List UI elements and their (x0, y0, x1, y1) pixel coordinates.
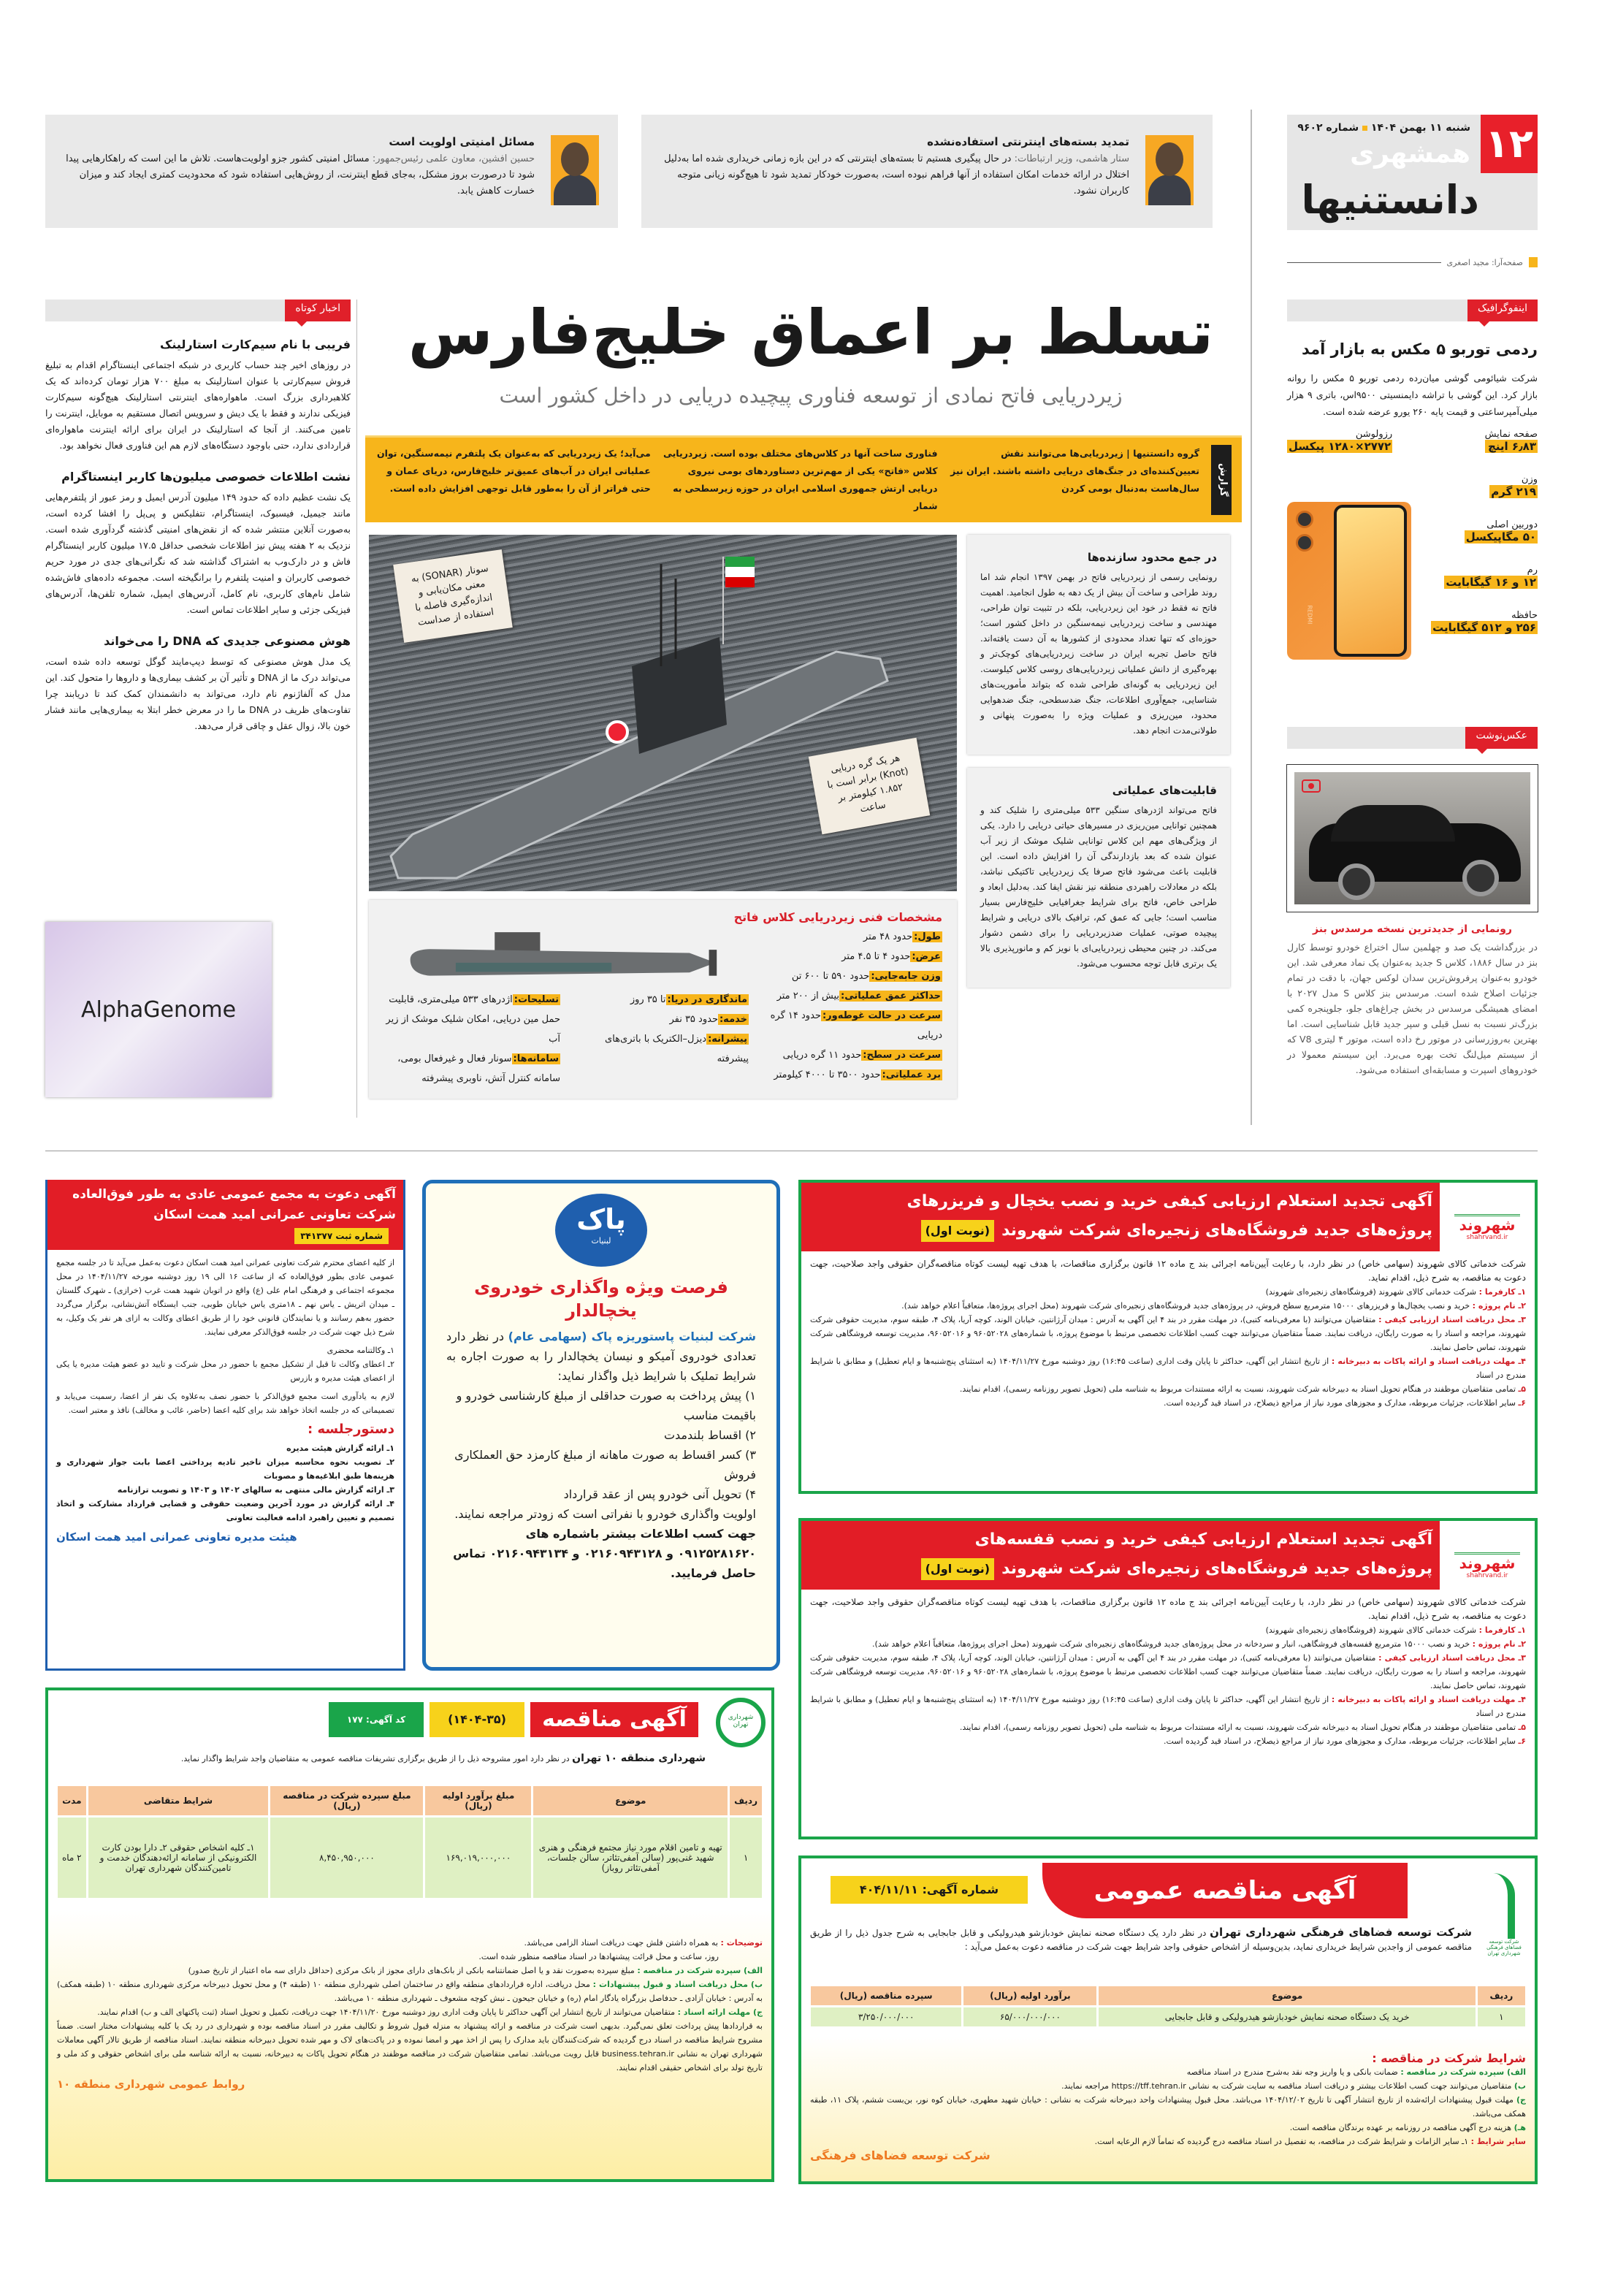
pak-title: فرصت ویژه واگذاری خودروی یخچالدار (474, 1277, 728, 1321)
page-number: ۱۲ (1481, 115, 1538, 173)
ad-intro: شرکت خدماتی کالای شهروند (سهامی خاص) در نظر دارد، با رعایت آیین‌نامه اجرائی بند ج ماده ۱۲ قانون برگزاری مناقصات، با هدف تهیه لیست کوتاه مناقصه‌گران حقوقی واجد صلاحیت، جهت دعوت به مناقصه، به شرح ذیل، اقدام نماید. (810, 1597, 1526, 1621)
pak-company: شرکت لبنیات پاستوریزه پاک (سهامی عام) (508, 1330, 756, 1343)
ad-title: آگهی مناقصه (530, 1702, 698, 1737)
submarine-photo (369, 535, 957, 891)
phone-brand: REDMI (1306, 605, 1313, 625)
cultural-tender-ad (798, 1856, 1538, 2184)
knot-note: هر یک گره دریایی (Knot) برابر است با ۱.۸۵۲ کیلومتر بر ساعت (809, 738, 930, 834)
shahrvand-ad-shelves (798, 1518, 1538, 1839)
spec-item: صفحه نمایش ۶٫۸۳ اینچ (1484, 429, 1538, 453)
bullet-icon (1529, 257, 1538, 267)
ad-clause: ب) متقاضیان می‌توانند جهت کسب اطلاعات بیشتر و دریافت اسناد مناقصه به سایت شرکت به نشانی https://tff.tehran.ir مراجعه نمایند. (1061, 2081, 1526, 2091)
main-subhead: زیردریایی فاتح نمادی از توسعه فناوری پیچیده دریایی در داخل کشور است (499, 384, 1123, 408)
ad-clause: الف) سپرده شرکت در مناقصه : ضمانت بانکی و یا واریز وجه نقد به‌شرح مندرج در اسناد مناقصه (1186, 2067, 1526, 2077)
camera-icon (1302, 779, 1321, 793)
article-sidebar (967, 535, 1230, 988)
ad-intro: شرکت توسعه فضاهای فرهنگی شهرداری تهران در نظر دارد یک دستگاه صحنه نمایش خودبازشو هیدرولیکی و قابل جابجایی به شرح جدول ذیل را از طریق مناقصه عمومی از واجدین شرایط خریداری نماید، بدین‌وسیله از اشخاص حقوقی واجد شرایط جهت شرکت در مناقصه دعوت به‌عمل می‌آید : (810, 1926, 1472, 1952)
ad-title: آگهی تجدید استعلام ارزیابی کیفی خرید و نصب قفسه‌های (974, 1530, 1432, 1549)
registration-number: شماره ثبت ۳۴۱۳۷۷ (294, 1228, 389, 1244)
ad-clause: الف) سپرده شرکت در مناقصه : مبلغ سپرده به‌صورت نقد و یا اصل ضمانتنامه بانکی از بانک‌های دارای مجوز از بانک مرکزی (حداقل دارای سه ماه اعتبار از تاریخ صدور) (188, 1966, 763, 1975)
column-divider (1251, 110, 1252, 1125)
ad-clause: ۵ـ تمامی متقاضیان موظفند در هنگام تحویل اسناد به دبیرخانه شرکت شهروند، نسبت به ارائه مستندات مربوط به شناسه ملی (تحویل تصویر روزنامه رسمی)، اقدام نمایند. (959, 1384, 1526, 1394)
spec-row: وزن جابه‌جایی:حدود ۵۹۰ تا ۶۰۰ تن (791, 971, 941, 982)
photo-story-text: در بزرگداشت یک صد و چهلمین سال اختراع خودرو توسط کارل بنز در سال ۱۸۸۶، کلاس S جدید به‌عنوان یک نماد معرفی شد. این خودرو به‌عنوان پرفروش‌ترین سدان لوکس جهان، با دقت در تمام جزئیات اصلاح شده است. مرسدس بنز کلاس S مدل ۲۰۲۷ با امضای همیشگی مرسدس در بخش چراغ‌های جلو، جلوپنجره کمی بزرگ‌تر نسبت به نسل قبلی و سپر جدید قابل شناسایی است. اما بهترین به‌روزرسانی در موتور رخ داده است، موتور ۴ لیتری V8 که از سیستم میل‌لنگ تخت بهره می‌برد. این سیستم معمولا در خودروهای اسپرت و مسابقه‌ای استفاده می‌شود. (1287, 942, 1538, 1075)
ad-notes: روز، ساعت و محل قرائت پیشنهادها در اسناد مناقصه منظور شده است. (478, 1952, 719, 1961)
infographic (1287, 300, 1538, 677)
lead-box (365, 435, 1242, 522)
news-title: نشت اطلاعات خصوصی میلیون‌ها کاربر اینستاگرام (61, 470, 351, 484)
ad-clause: ۲ـ نام پروژه : خرید و نصب ۱۵۰۰۰ مترمربع قفسه‌های فروشگاهی، انبار و سردخانه در محل پروژه‌های جدید فروشگاه‌های زنجیره‌ای شرکت شهروند (محل اجرای پروژه‌ها، متعاقباً اعلام خواهد شد). (872, 1639, 1526, 1649)
pak-item: ۳) کسر اقساط به صورت ماهانه از مبلغ کارمزد حق العملکاری فروش (454, 1448, 756, 1481)
spec-item: حافظه ۲۵۶ و ۵۱۲ گیگابایت (1432, 610, 1538, 634)
ad-badge: (نوبت اول) (921, 1220, 995, 1242)
agenda-item: ۴ـ ارائه گزارش در مورد آخرین وضعیت حقوقی و قضایی قرارداد مشارکت و اتخاذ تصمیم و تعیین راهبرد ادامه فعالیت تعاونی (56, 1499, 394, 1522)
quote-box (641, 115, 1213, 228)
tff-logo: شرکت توسعه فضاهای فرهنگی شهرداری تهران (1482, 1873, 1526, 1956)
ad-notes: توضیحات : به همراه داشتن فلش جهت دریافت اسناد الزامی می‌باشد. (524, 1938, 763, 1948)
tender-table: ردیف موضوع مبلغ برآورد اولیه (ریال) مبلغ سپرده شرکت در مناقصه (ریال) شرایط متقاضی مدت ۱ تهیه و تامین اقلام مورد نیاز مجتمع فرهنگی و هنری شهید غنی‌پور (سالن آمفی‌تئاتر، سالن جلسات، آمفی‌تئاتر روباز) ۱۶۹,۰۱۹,۰۰۰,۰۰۰ ۸,۴۵۰,۹۵۰,۰۰۰ ۱ـ کلیه اشخاص حقوقی ۲ـ دارا بودن کارت الکترونیکی از سامانه ارائه‌دهندگان خدمت و تامین‌کنندگان شهرداری تهران ۲ ماه (56, 1784, 764, 1900)
ad-title: آگهی تجدید استعلام ارزیابی کیفی خرید و نصب یخچال و فریزرهای (906, 1192, 1432, 1210)
spec-item: وزن ۲۱۹ گرم (1491, 474, 1538, 498)
shahrvand-logo: شهروند shahrvand.ir (1447, 1191, 1527, 1241)
photo-story (1287, 727, 1538, 1078)
ad-number: شماره آگهی: ۴۰۴/۱۱/۱۱ (831, 1876, 1028, 1904)
ad-clause: ۶ـ سایر اطلاعات، جزئیات مربوطه، مدارک و مجوزهای مورد نیاز از مراجع ذیصلاح، در اسناد قید گردیده است. (1164, 1398, 1526, 1408)
spec-row: سرعت در حالت غوطه‌ور:حدود ۱۴ گره دریایی (770, 1010, 942, 1041)
spec-row: حداکثر عمق عملیاتی:بیش از ۲۰۰ متر (776, 991, 941, 1002)
ad-signature: روابط عمومی شهرداری منطقه ۱۰ (57, 2078, 245, 2091)
quote-speaker: حسین افشین، معاون علمی رئیس‌جمهور: (372, 153, 535, 164)
ad-clause: ۱ـ کارفرما : شرکت خدماتی کالای شهروند (فروشگاه‌های زنجیره‌ای شهروند) (1265, 1287, 1526, 1297)
main-headline: تسلط بر اعماق خلیج‌فارس (408, 297, 1214, 368)
article-box-capabilities (967, 768, 1230, 988)
ad-badge: (نوبت اول) (921, 1558, 995, 1580)
infographic-text: شرکت شیائومی گوشی میان‌رده ردمی توربو ۵ مکس را روانه بازار کرد. این گوشی با تراشه دایمنسیتی ۹۵۰۰اس، باتری ۹ هزار میلی‌آمپرساعتی و قیمت پایه ۲۶۰ یورو عرضه شده است. (1287, 373, 1538, 417)
table-row: ۱ تهیه و تامین اقلام مورد نیاز مجتمع فرهنگی و هنری شهید غنی‌پور (سالن آمفی‌تئاتر، سالن جلسات، آمفی‌تئاتر روباز) ۱۶۹,۰۱۹,۰۰۰,۰۰۰ ۸,۴۵۰,۹۵۰,۰۰۰ ۱ـ کلیه اشخاص حقوقی ۲ـ دارا بودن کارت الکترونیکی از سامانه ارائه‌دهندگان خدمت و تامین‌کنندگان شهرداری تهران ۲ ماه (58, 1818, 762, 1898)
specs-title: مشخصات فنی زیردریایی کلاس فاتح (733, 910, 942, 924)
section-title: دانستنیها (1301, 177, 1479, 223)
ad-title: پروژه‌های جدید فروشگاه‌های زنجیره‌ای شرکت شهروند (1001, 1560, 1432, 1578)
ad-code: کد آگهی: ۱۷۷ (329, 1702, 424, 1737)
agenda-title: دستورجلسه : (308, 1422, 394, 1437)
photo-story-title: رونمایی از جدیدترین نسخه مرسدس بنز (1313, 923, 1512, 935)
spec-item: دوربین اصلی ۵۰ مگاپیکسل (1465, 519, 1538, 544)
pak-logo: پاک لبنیات (555, 1194, 647, 1267)
spec-row: پیشرانه:دیزل–الکتریک با باتری‌های پیشرفته (605, 1034, 749, 1064)
shahrvand-logo: شهروند shahrvand.ir (1447, 1530, 1527, 1579)
issue-number: شماره ۹۶۰۲ (1297, 122, 1359, 134)
ad-intro: شهرداری منطقه ۱۰ تهران در نظر دارد امور مشروحه ذیل را از طریق برگزاری تشریفات مناقصه عمومی به متقاضیان واجد شرایط واگذار نماید. (180, 1752, 706, 1764)
spec-row: عرض:حدود ۴ تا ۴.۵ متر (841, 951, 941, 962)
pak-item: ۱) پیش پرداخت به صورت حداقلی از مبلغ کارشناسی خودرو و باقیمت مناسب (456, 1389, 756, 1422)
spec-row: سرعت در سطح:حدود ۱۱ گره دریایی (782, 1050, 941, 1061)
box-title: در جمع محدود سازنده‌ها (1087, 551, 1217, 564)
ad-clause: ۱ـ وکالتنامه محضری (327, 1346, 394, 1355)
tehran-tender-ad (45, 1687, 774, 2182)
tender-table: ردیف موضوع برآورد اولیه (ریال) سپرده مناقصه (ریال) ۱ خرید یک دستگاه صحنه نمایش خودبازشو هیدرولیکی و قابل جابجایی ۶۵/۰۰۰/۰۰۰/۰۰۰ ۳/۲۵۰/۰۰۰/۰۰۰ (809, 1984, 1527, 2029)
quote-speaker: ستار هاشمی، وزیر ارتباطات: (1014, 153, 1129, 164)
lead-paragraph: فناوری ساخت آنها در کلاس‌های مختلف بوده است. زیردریایی کلاس «فاتح» یکی از مهم‌ترین دستاوردهای بومی نیروی دریایی ارتش جمهوری اسلامی ایران در حوزه زیرسطحی به شمار (663, 448, 938, 511)
phone-image (1287, 502, 1411, 660)
news-text: در روزهای اخیر چند حساب کاربری در شبکه اجتماعی اینستاگرام اقدام به تبلیغ فروش سیم‌کارتی با عنوان استارلینک به مبلغ ۷۰۰ هزار تومان کرده‌اند که یک کلاهبرداری بزرگ است. ماهواره‌های اینترنتی استارلینک هیچ‌گونه سیم‌کارت فیزیکی ندارند و فقط با یک دیش و سرویس اتصال مستقیم به موبایل، اینترنت را تامین می‌کنند. از آنجا که استارلینک در ایران برای ارائه اینترنت ماهواره‌ای قراردادی ندارد، حتی باوجود دستگاه‌های لازم هم این فناوری فعال نخواهد بود. (45, 359, 351, 451)
shahrvand-ad-fridges (798, 1180, 1538, 1494)
alphagenome-image (45, 922, 272, 1097)
infographic-tag: اینفوگرافیک (1467, 300, 1538, 321)
ad-intro: از کلیه اعضای محترم شرکت تعاونی عمرانی امید همت اسکان دعوت به‌عمل می‌آید تا در جلسه مجمع عمومی عادی بطور فوق‌العاده که از ساعت ۱۶ الی ۱۹ روز دوشنبه مورخه ۱۴۰۴/۱۱/۲۷ در محل مجموعه اجتماعی و فرهنگی امام علی (ع) واقع در اتوبان شهید همت غرب (خرازی) ـ شهرک گلستان ـ میدان اتریش ـ یاس نهم ـ ۱۸متری یاس خیابان طوبی، جنب ایستگاه آتش‌نشانی، برگزار می‌گردد حضور به‌هم رسانند و یا نمایندگان قانونی خود را از طریق اعطای وکالت به ازای هر نفر یک وکیل، به شرح ذیل جهت شرکت در جلسه فوق‌الذکر معرفی نمایند. (56, 1258, 394, 1337)
ad-clause: سایر شرایط : ۱ـ سایر الزامات و شرایط شرکت در مناقصه، به تفصیل در اسناد مناقصه درج گردیده که تماماً لازم الرعایه است. (1094, 2137, 1526, 2146)
pak-ad: پاک لبنیات فرصت ویژه واگذاری خودروی یخچالدار شرکت لبنیات پاستوریزه پاک (سهامی عام) در نظر دارد تعدادی خودروی آمیکو و نیسان یخچالدار را به صورت اجاره به شرایط تملیک با شرایط ذیل واگذار نماید: ۱) پیش پرداخت به صورت حداقلی از مبلغ کارشناسی خودرو و باقیمت مناسب ۲) اقساط بلندمدت ۳) کسر اقساط به صورت ماهانه از مبلغ کارمزد حق العملکاری فروش ۴) تحویل آنی خودرو پس از عقد قرارداد اولویت واگذاری خودرو با نفراتی است که زودتر مراجعه نمایند. جهت کسب اطلاعات بیشتر باشماره های ۰۹۱۲۵۲۸۱۶۲۰ و ۰۲۱۶۰۹۴۳۱۲۸ و ۰۲۱۶۰۹۴۳۱۳۴ تماس حاصل فرمایید. (422, 1180, 780, 1671)
ad-intro: شرکت خدماتی کالای شهروند (سهامی خاص) در نظر دارد، با رعایت آیین‌نامه اجرائی بند ج ماده ۱۲ قانون برگزاری مناقصات، با هدف تهیه لیست کوتاه مناقصه‌گران حقوقی واجد صلاحیت، جهت دعوت به مناقصه، به شرح ذیل، اقدام نماید. (810, 1259, 1526, 1283)
paper-name-logo: همشهری (1350, 139, 1470, 169)
short-news-column (45, 300, 351, 734)
news-text: یک نشت عظیم داده که حدود ۱۴۹ میلیون آدرس ایمیل و رمز عبور از پلتفرم‌هایی مانند جیمیل، فیسبوک، اینستاگرام، نتفلیکس و پی‌پل را افشا کرده است، به‌صورت آنلاین منتشر شده که از نقض‌های امنیتی گذشته گردآوری شده است. نزدیک به ۲ هفته پیش نیز اطلاعات شخصی حداقل ۱۷.۵ میلیون کاربر اینستاگرام فاش و در دارک‌وب به اشتراک گذاشته شد که نگرانی‌های جدی در مورد حریم خصوصی کاربران و امنیت پلتفرم را برانگیخته است. مجموعه داده‌های فاش‌شده شامل نام‌های کاربری، نام کامل، آدرس‌های ایمیل، شماره تلفن‌ها، آدرس‌های فیزیکی جزئی و سایر اطلاعات تماس است. (45, 492, 351, 615)
spec-item: رزولوشن ۲۷۷۲×۱۲۸۰ پیکسل (1289, 429, 1393, 453)
photo-story-tag: عکس‌نوشت (1465, 727, 1538, 749)
spec-row: خدمه:حدود ۳۵ نفر (669, 1014, 747, 1025)
ad-clause: هـ) هزینه درج آگهی مناقصه در روزنامه بر عهده برندگان مناقصه است. (1289, 2123, 1526, 2132)
avatar (1145, 135, 1194, 205)
ad-clause: ۲ـ نام پروژه : خرید و نصب یخچال‌ها و فریزرهای ۱۵۰۰۰ مترمربع سطح فروش، در پروژه‌های جدید فروشگاه‌های زنجیره‌ای شرکت شهروند (محل اجرای پروژه‌ها، متعاقباً اعلام خواهد شد). (901, 1301, 1526, 1311)
spec-row: تسلیحات:اژدرهای ۵۳۳ میلی‌متری، قابلیت حمل مین دریایی، امکان شلیک موشک از زیر آب (386, 994, 560, 1045)
agenda-item: ۱ـ ارائه گزارش هیئت مدیره (286, 1443, 394, 1453)
column-divider (356, 300, 357, 1118)
quote-title: مسائل امنیتی اولویت است (389, 135, 535, 148)
spec-row: برد عملیاتی:حدود ۳۵۰۰ تا ۴۰۰۰ کیلومتر (774, 1069, 941, 1080)
spec-item: رم ۱۲ و ۱۶ گیگابایت (1446, 565, 1538, 589)
pak-contact: جهت کسب اطلاعات بیشتر باشماره های ۰۹۱۲۵۲۸۱۶۲۰ و ۰۲۱۶۰۹۴۳۱۲۸ و ۰۲۱۶۰۹۴۳۱۳۴ تماس حاصل فرمایید. (453, 1527, 756, 1580)
lead-paragraph: گروه دانستنیها | زیردریایی‌ها می‌توانند نقش تعیین‌کننده‌ای در جنگ‌های دریایی داشته باشند. ایران نیز سال‌هاست به‌دنبال بومی کردن (950, 448, 1199, 494)
report-tag: گزارش (1211, 445, 1232, 515)
conditions-title: شرایط شرکت در مناقصه : (1372, 2051, 1526, 2065)
ad-signature: شرکت توسعه فضاهای فرهنگی (810, 2148, 990, 2162)
ad-clause: ۲ـ اعطای وکالت تا قبل از تشکیل مجمع با حضور در محل شرکت و تایید دو عضو هیئت مدیره یا یکی از اعضای هیئت مدیره و بازرس (56, 1359, 394, 1383)
quote-text: در حال پیگیری هستیم تا بسته‌های اینترنتی که در این بازه زمانی خریداری شده اما به‌دلیل اختلال در ارائه خدمات امکان استفاده از آنها فراهم نبوده است، به‌صورت خودکار تمدید شود تا هیچ‌گونه زیانی متوجه کاربران نشود. (664, 153, 1129, 197)
box-text: فاتح می‌تواند اژدرهای سنگین ۵۳۳ میلی‌متری را شلیک کند و همچنین توانایی مین‌ریزی در مسیرهای حیاتی دریایی را دارد. یکی از ویژگی‌های مهم این کلاس توانایی شلیک موشک از زیر آب عنوان شده که بعد بازدارندگی آن را افزایش داده است. این قابلیت باعث می‌شود فاتح صرفا یک زیردریایی تاکتیکی نباشد، بلکه در معادلات راهبردی منطقه نیز نقش ایفا کند. به‌دلیل ابعاد و طراحی خاص، فاتح برای شرایط جغرافیایی خلیج‌فارس بسیار مناسب است؛ جایی که عمق کم، ترافیک بالای دریایی و شرایط پیچیده صوتی، عملیات ضدزیردریایی را برای دشمن دشوار می‌کند. در چنین محیطی زیردریایی‌ای با نویز کم و مانورپذیری بالا یک برتری قابل توجه محسوب می‌شود. (980, 805, 1217, 969)
ad-clause: ج) مهلت قبول پیشنهادات ارائه‌شده از تاریخ انتشار آگهی تا تاریخ ۱۴۰۴/۱۲/۰۲ می‌باشد. محل قبول پیشنهادات واحد دبیرخانه شرکت به نشانی : خیابان شهید مطهری، خیابان کوه نور، بن‌بست ششم، پلاک ۱۱، طبقه همکف می‌باشد. (810, 2095, 1526, 2118)
sonar-note: سونار (SONAR) به معنی مکان‌یابی و اندازه‌گیری فاصله با استفاده از صداست (393, 549, 513, 643)
ad-clause: ج) مهلت ارائه اسناد : متقاضیان می‌توانند از تاریخ انتشار این آگهی حداکثر تا پایان وقت اداری روز دوشنبه مورخ ۱۴۰۴/۱۱/۲۰ جهت دریافت، تکمیل و تحویل اسناد (ثبت پاکتهای الف و ب) اقدام نمایند. (97, 2007, 763, 2017)
ad-clause: ۴ـ مهلت دریافت اسناد و ارائه پاکات به دبیرخانه : از تاریخ انتشار این آگهی، حداکثر تا پایان وقت اداری (ساعت ۱۶:۴۵) روز دوشنبه مورخ ۱۴۰۴/۱۱/۲۷ (به استثنای پنج‌شنبه‌ها و ایام تعطیل) و مطابق با شرایط مندرج در اسناد (810, 1695, 1526, 1718)
quote-title: تمدید بسته‌های اینترنتی استفاده‌نشده (927, 135, 1129, 148)
ad-clause: ۶ـ سایر اطلاعات، جزئیات مربوطه، مدارک و مجوزهای مورد نیاز از مراجع ذیصلاح، در اسناد قید گردیده است. (1164, 1736, 1526, 1746)
car-photo (1293, 771, 1532, 906)
article-box-makers (967, 535, 1230, 755)
news-title: فریبی با نام سیم‌کارت استارلینک (159, 337, 351, 351)
alphagenome-label: AlphaGenome (80, 996, 237, 1023)
date-line: شنبه ۱۱ بهمن ۱۴۰۴ (1370, 122, 1470, 134)
ad-number: (۱۴۰۴-۳۵) (430, 1702, 524, 1737)
quote-text: مسائل امنیتی کشور جزو اولویت‌هاست. تلاش ما این است که راهکارهایی پیدا شود تا درصورت بروز مشکل، به‌جای قطع اینترنت، از روش‌هایی استفاده شود که محدودیت کمتری ایجاد کند و میزان خسارت کاهش یابد. (66, 153, 535, 197)
news-title: هوش مصنوعی جدیدی که DNA را می‌خواند (104, 634, 351, 648)
ad-clause: ۱ـ کارفرما : شرکت خدماتی کالای شهروند (فروشگاه‌های زنجیره‌ای شهروند) (1265, 1625, 1526, 1635)
pak-priority: اولویت واگذاری خودرو با نفراتی است که زودتر مراجعه نمایند. (454, 1507, 756, 1521)
hemmat-ad (45, 1180, 405, 1671)
news-text: یک مدل هوش مصنوعی که توسط دیپ‌مایند گوگل توسعه داده شده است، می‌تواند درک ما از DNA و تأثیر آن بر کشف بیماری‌ها و داروها را متحول کند. این مدل که آلفاژنوم نام دارد، می‌تواند به دانشمندان کمک کند تا دریابند چرا تفاوت‌های ظریف در DNA ما را در معرض خطر ابتلا به بیماری‌هایی مانند فشار خون بالا، زوال عقل و چاقی قرار می‌دهد. (45, 656, 351, 731)
ad-reminder: لازم به یادآوری است مجمع فوق‌الذکر با حضور نصف به‌علاوه یک نفر از اعضا، رسمیت می‌یابد و تصمیماتی که در جلسه اتخاذ خواهد شد برای کلیه اعضا (حاضر، غائب و مخالف) نافذ و معتبر است. (56, 1392, 394, 1415)
pak-item: ۲) اقساط بلندمدت (663, 1428, 756, 1442)
spec-row: طول:حدود ۴۸ متر (863, 931, 941, 942)
spec-row: سامانه‌ها:سونار فعال و غیرفعال بومی، سامانه کنترل آتش، ناوبری پیشرفته (397, 1053, 560, 1084)
box-text: رونمایی رسمی از زیردریایی فاتح در بهمن ۱۳۹۷ انجام شد اما روند طراحی و ساخت آن بیش از یک دهه به طول انجامید. اهمیت فاتح نه فقط در خود این زیردریایی، بلکه در تثبیت توان طراحی، مهندسی و ساخت زیردریایی نیمه‌سنگین در داخل کشور است؛ حوزه‌ای که تنها تعداد محدودی از کشورها به آن دست یافته‌اند. فاتح حاصل تجربه ایران در ساخت زیردریایی‌های کوچک‌تر و بهره‌گیری از دانش عملیاتی زیردریایی‌های روسی کلاس کیلوست. این زیردریایی به گونه‌ای طراحی شده که بتواند مأموریت‌های شناسایی، جمع‌آوری اطلاعات، جنگ ضدسطحی، جنگ ضدهوایی محدود، مین‌ریزی و عملیات ویژه را به‌صورت پنهانی و طولانی‌مدت انجام دهد. (980, 572, 1217, 736)
lead-paragraph: می‌آید؛ یک زیردریایی که به‌عنوان یک پلتفرم نیمه‌سنگین، توان عملیاتی ایران در آب‌های عمیق‌تر خلیج‌فارس، دریای عمان و حتی فراتر از آن را به‌طور قابل توجهی افزایش داده است. (376, 448, 651, 494)
agenda-item: ۲ـ تصویب نحوه محاسبه میزان تاخیر تادیه پرداختی اعضا بابت جواز شهرداری و هزینه‌ها طبق ابلاغیه‌ها و مصوبات (56, 1457, 394, 1481)
specs-box (369, 900, 957, 1099)
table-row: ۱ خرید یک دستگاه صحنه نمایش خودبازشو هیدرولیکی و قابل جابجایی ۶۵/۰۰۰/۰۰۰/۰۰۰ ۳/۲۵۰/۰۰۰/۰۰۰ (811, 2007, 1525, 2026)
ad-title: آگهی مناقصه عمومی (1042, 1863, 1408, 1918)
ad-clause: ۴ـ مهلت دریافت اسناد و ارائه پاکات به دبیرخانه : از تاریخ انتشار این آگهی، حداکثر تا پایان وقت اداری (ساعت ۱۶:۴۵) روز دوشنبه مورخ ۱۴۰۴/۱۱/۲۷ (به استثنای پنج‌شنبه‌ها و ایام تعطیل) و مطابق با شرایط مندرج در اسناد (810, 1357, 1526, 1380)
ad-signature: هیئت مدیره تعاونی عمرانی امید همت اسکان (56, 1530, 297, 1544)
pak-item: ۴) تحویل آنی خودرو پس از عقد قرارداد (563, 1487, 756, 1501)
submarine-side-icon (383, 927, 749, 985)
avatar (551, 135, 599, 205)
agenda-item: ۳ـ ارائه گزارش مالی منتهی به سالهای ۱۴۰۲ و ۱۴۰۳ و تصویب ترازنامه (117, 1485, 394, 1495)
infographic-title: ردمی توربو ۵ مکس به بازار آمد (1301, 340, 1538, 358)
ad-title: شرکت تعاونی عمرانی امید همت اسکان (153, 1208, 396, 1222)
short-news-tag: اخبار کوتاه (285, 300, 351, 321)
ad-clause: ۳ـ محل دریافت اسناد ارزیابی کیفی : متقاضیان می‌توانند (با معرفی‌نامه کتبی)، در مهلت مقرر در بند ۴ این آگهی به آدرس : میدان آرژانتین، خیابان الوند، کوچه آریا، پلاک ۴، طبقه سوم، مدیریت حقوقی شرکت شهروند، مراجعه و اسناد را به صورت رایگان، دریافت نمایند. ضمناً متقاضیان می‌توانند جهت کسب اطلاعات تخصصی مرتبط با موضوع پروژه، با شماره‌های ۹۶۰۵۲۰۲۸ و ۹۶۰۵۲۰۱۶، مدیریت توسعه فروشگاهی شرکت شهروند، تماس حاصل نمایند. (810, 1315, 1527, 1352)
ad-clause: ۳ـ محل دریافت اسناد ارزیابی کیفی : متقاضیان می‌توانند (با معرفی‌نامه کتبی)، در مهلت مقرر در بند ۴ این آگهی به آدرس : میدان آرژانتین، خیابان الوند، کوچه آریا، پلاک ۴، طبقه سوم، مدیریت حقوقی شرکت شهروند، مراجعه و اسناد را به صورت رایگان، دریافت نمایند. ضمناً متقاضیان می‌توانند جهت کسب اطلاعات تخصصی مرتبط با موضوع پروژه، با شماره‌های ۹۶۰۵۲۰۲۸ و ۹۶۰۵۲۰۱۶، مدیریت توسعه فروشگاهی شرکت شهروند، تماس حاصل نمایند. (810, 1653, 1527, 1690)
ad-title: پروژه‌های جدید فروشگاه‌های زنجیره‌ای شرکت شهروند (1001, 1221, 1432, 1240)
ad-footer: به قراردادها پیش پرداخت تعلق نمی‌گیرد. بدیهی است شرکت در مناقصه و ارائه پیشنهاد به منزله قبول شروط و تکالیف مقرر در اسناد مناقصه بوده و شهرداری در رد یک یا کلیه پیشنهادات مختار است. ضمناً مشروح شرایط مناقصه در اسناد درج گردیده که شرکت‌کنندگان باید مدارک را پس از اخذ مهر و امضا نموده و در پاکت‌های لاک و مهر شده تحویل دبیرخانه منطقه نمایند. اسناد مناقصه از طریق تالار آگهی معاملات شهرداری تهران به نشانی business.tehran.ir قابل رویت می‌باشد. تمامی متقاضیان شرکت در مناقصه موظفند در هنگام تحویل پاکات به دبیرخانه، نسبت به ارائه شناسه ملی برای اشخاص حقوقی و کد ملی و تاریخ تولد برای اشخاص حقیقی اقدام نمایند. (57, 2021, 763, 2072)
tehran-logo: شهرداری تهران (716, 1698, 766, 1747)
masthead (1287, 115, 1538, 230)
quote-box (45, 115, 618, 228)
spec-row: ماندگاری در دریا:تا ۳۵ روز (630, 994, 747, 1005)
ad-clause: ب) محل دریافت اسناد و قبول پیشنهادات : محل دریافت، اداره قراردادهای منطقه واقع در ساختمان اصلی شهرداری منطقه ۱۰ (طبقه ۴) و محل تحویل دبیرخانه مرکزی شهرداری منطقه ۱۰ (طبقه همکف) به آدرس : خیابان آزادی ـ حدفاصل بزرگراه یادگار امام (ره) و خیابان جیحون ـ نبش کوچه مشعوف ـ شهرداری منطقه ۱۰ می‌باشد. (57, 1980, 763, 2003)
ad-clause: ۵ـ تمامی متقاضیان موظفند در هنگام تحویل اسناد به دبیرخانه شرکت شهروند، نسبت به ارائه مستندات مربوط به شناسه ملی (تحویل تصویر روزنامه رسمی)، اقدام نمایند. (959, 1723, 1526, 1732)
ad-title: آگهی دعوت به مجمع عمومی عادی به طور فوق‌العاده (72, 1187, 396, 1202)
box-title: قابلیت‌های عملیاتی (1112, 784, 1217, 797)
layout-credit: صفحه‌آرا: مجید اصغری (1446, 257, 1523, 267)
